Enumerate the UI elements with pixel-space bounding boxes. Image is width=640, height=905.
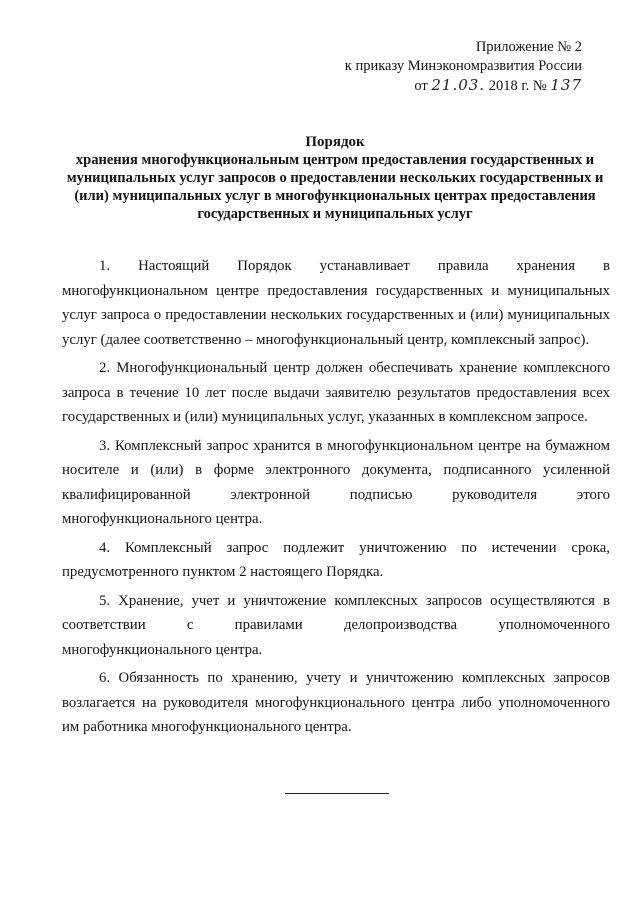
appendix-number: Приложение № 2 (475, 39, 582, 55)
document-body (62, 254, 610, 744)
title-subheading: хранения многофункциональным центром предоставления государственных и муниципальных услуг запросов о предоставлении нескольких государственных и (или) муниципальных услуг в многофункциональных центрах предоставления государственных и муниципальных услуг (66, 152, 604, 222)
appendix-order-ref: к приказу Минэкономразвития России (344, 58, 582, 74)
appendix-header (345, 38, 582, 96)
paragraph-1: 1. Настоящий Порядок устанавливает правила хранения в многофункциональном центре предоставления государственных и муниципальных услуг запроса о предоставлении нескольких государственных и (или) муниципальных услуг (далее соответственно – многофункциональный центр, комплексный запрос). (62, 258, 610, 348)
paragraph-6: 6. Обязанность по хранению, учету и уничтожению комплексных запросов возлагается на руководителя многофункционального центра либо уполномоченного им работника многофункционального центра. (62, 670, 610, 735)
date-prefix: от (414, 78, 428, 94)
paragraph-4: 4. Комплексный запрос подлежит уничтожению по истечении срока, предусмотренного пунктом 2 настоящего Порядка. (62, 539, 610, 580)
handwritten-order-number: 137 (550, 76, 582, 94)
paragraph-3: 3. Комплексный запрос хранится в многофункциональном центре на бумажном носителе и (или) в форме электронного документа, подписанного усиленной квалифицированной электронной подписью руководителя этого многофункционального центра. (62, 437, 610, 527)
document-title (60, 133, 610, 223)
paragraph-2: 2. Многофункциональный центр должен обеспечивать хранение комплексного запроса в течение 10 лет после выдачи заявителю результатов предоставления всех государственных и (или) муниципальных услуг, указанных в комплексном запросе. (62, 360, 610, 425)
year-number-label: 2018 г. № (488, 78, 547, 94)
appendix-date-line (345, 76, 582, 96)
title-heading: Порядок (305, 134, 365, 150)
handwritten-date: 21.03. (431, 76, 486, 94)
paragraph-5: 5. Хранение, учет и уничтожение комплексных запросов осуществляются в соответствии с правилами делопроизводства уполномоченного многофункционального центра. (62, 592, 610, 658)
end-divider-line (285, 793, 389, 794)
